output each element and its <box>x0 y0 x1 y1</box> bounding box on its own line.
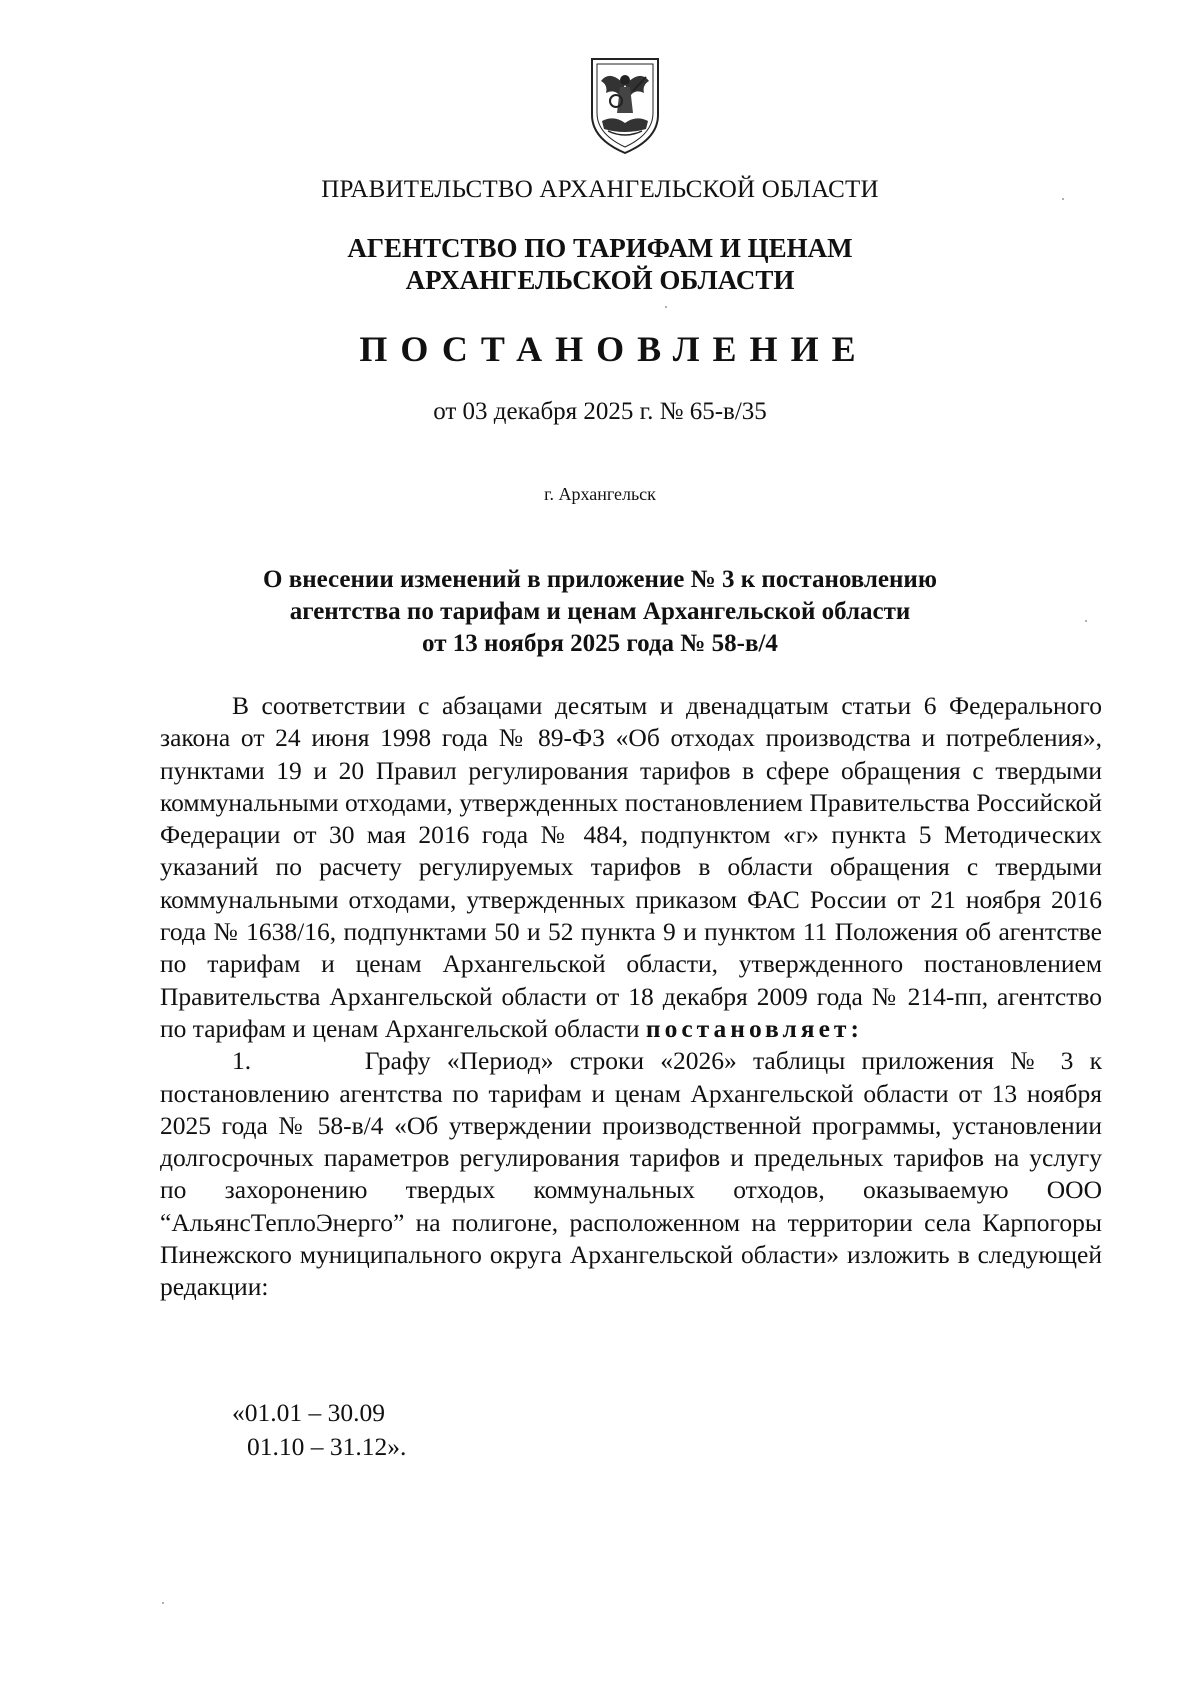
period-block <box>232 1396 406 1464</box>
document-date-number: от 03 декабря 2025 г. № 65-в/35 <box>433 398 767 425</box>
document-city: г. Архангельск <box>544 484 656 504</box>
government-name: ПРАВИТЕЛЬСТВО АРХАНГЕЛЬСКОЙ ОБЛАСТИ <box>321 176 879 203</box>
preamble-text: В соответствии с абзацами десятым и двенадцатым статьи 6 Федерального закона от 24 июня 1998 года № 89-ФЗ «Об отходах производства и потребления», пунктами 19 и 20 Правил регулирования тарифов в сфере обращения с твердыми коммунальными отходами, утвержденных постановлением Правительства Российской Федерации от 30 мая 2016 года № 484, подпунктом «г» пункта 5 Методических указаний по расчету регулируемых тарифов в области обращения с твердыми коммунальными отходами, утвержденных приказом ФАС России от 21 ноября 2016 года № 1638/16, подпунктами 50 и 52 пункта 9 и пунктом 11 Положения об агентстве по тарифам и ценам Архангельской области, утвержденного постановлением Правительства Архангельской области от 18 декабря 2009 года № 214-пп, агентство по тарифам и ценам Архангельской области <box>160 691 1102 1043</box>
subject-line-2: агентства по тарифам и ценам Архангельской области <box>289 598 911 625</box>
agency-line-2: АРХАНГЕЛЬСКОЙ ОБЛАСТИ <box>405 265 795 295</box>
agency-line-1: АГЕНТСТВО ПО ТАРИФАМ И ЦЕНАМ <box>347 233 853 263</box>
preamble-paragraph <box>160 690 1102 1045</box>
scan-speck <box>665 306 667 308</box>
decision-word: постановляет: <box>645 1013 863 1043</box>
agency-name <box>0 232 1200 296</box>
scan-speck <box>162 1602 164 1604</box>
item-1-number: 1. <box>232 1046 252 1076</box>
document-subject <box>0 564 1200 660</box>
item-1-paragraph <box>160 1045 1102 1303</box>
item-1-text: Графу «Период» строки «2026» таблицы приложения № 3 к постановлению агентства по тарифам и ценам Архангельской области от 13 ноября 2025 года № 58-в/4 «Об утверждении производственной программы, установлении долгосрочных параметров регулирования тарифов и предельных тарифов на услугу по захоронению твердых коммунальных отходов, оказываемую ООО “АльянсТеплоЭнерго” на полигоне, расположенном на территории села Карпогоры Пинежского муниципального округа Архангельской области» изложить в следующей редакции: <box>160 1046 1102 1302</box>
coat-of-arms-icon <box>586 55 664 157</box>
scan-speck <box>1062 198 1064 200</box>
period-line-2: 01.10 – 31.12». <box>247 1432 407 1461</box>
document-body <box>160 690 1102 1304</box>
period-line-1: «01.01 – 30.09 <box>232 1398 385 1427</box>
document-type: ПОСТАНОВЛЕНИЕ <box>359 329 869 369</box>
subject-line-1: О внесении изменений в приложение № 3 к постановлению <box>263 566 937 593</box>
scan-speck <box>1085 620 1087 622</box>
subject-line-3: от 13 ноября 2025 года № 58-в/4 <box>422 630 778 657</box>
